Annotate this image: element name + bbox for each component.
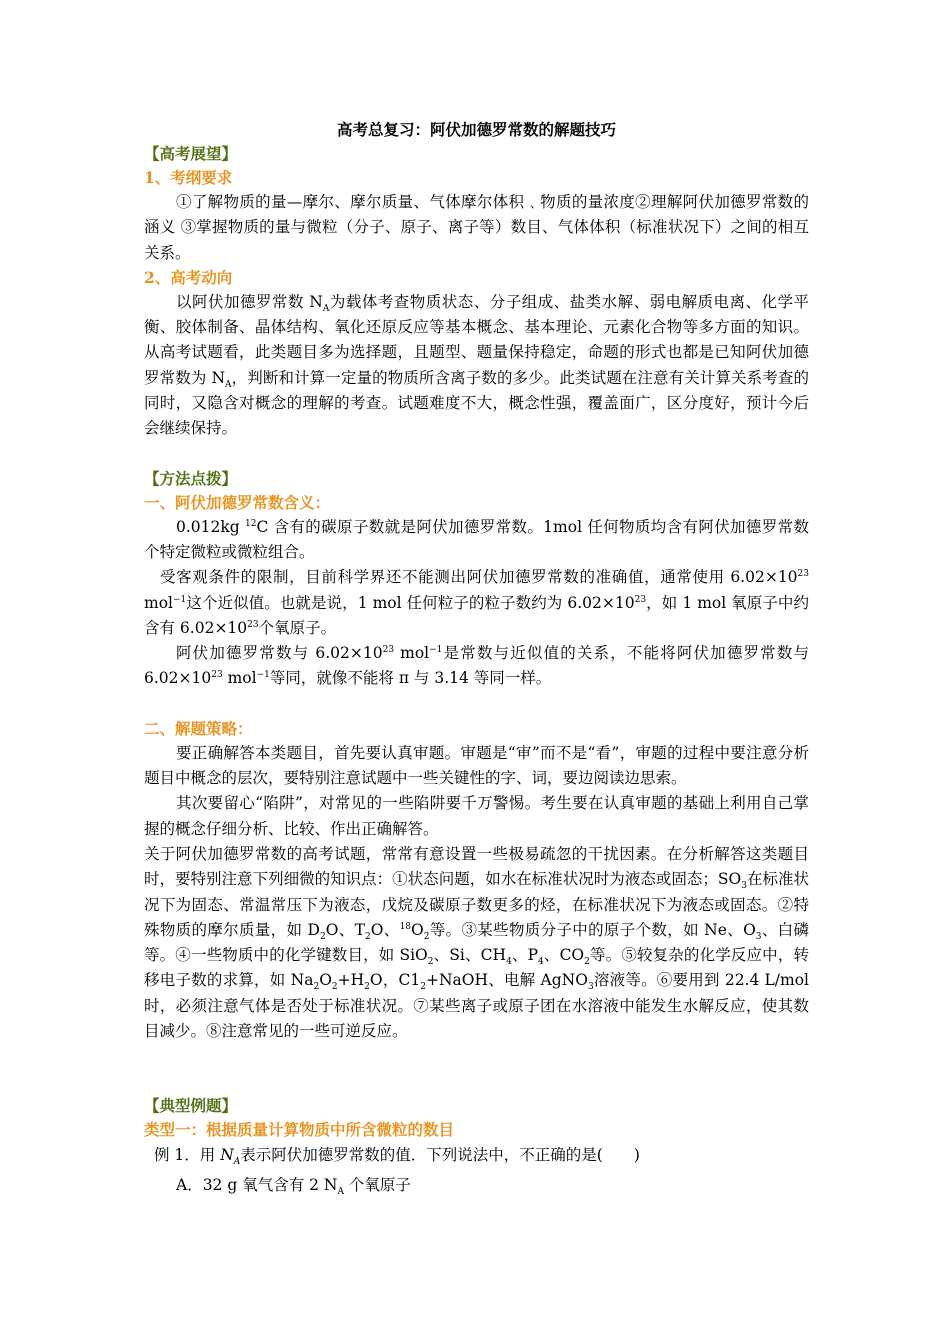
section-heading-method: 【方法点拨】 [144, 468, 238, 488]
example-1-option-a: A．32 g 氧气含有 2 $N_A$ 个氧原子 [176, 1176, 411, 1198]
strategy-paragraph-2: 其次要留心“陷阱”，对常见的一些陷阱要千万警惕。考生要在认真审题的基础上利用自己掌握的概念仔细分析、比较、作出正确解答。 [144, 794, 809, 838]
section-heading-outlook: 【高考展望】 [144, 144, 238, 163]
definition-paragraph-2: 受客观条件的限制，目前科学界还不能测出阿伏加德罗常数的准确值，通常使用 $6.02\times 10^{23}$ mol$^{-1}$这个近似值。也就是说，1 mol 任何粒子的粒子数约为 $6.02\times 10^{23}$，如 1 mol 氧原子中约含有 $6.02\times 10^{23}$个氧原子。 [144, 568, 809, 637]
section-heading-examples: 【典型例题】 [144, 1096, 238, 1116]
trend-paragraph: 以阿伏加德罗常数 $N_A$为载体考查物质状态、分子组成、盐类水解、弱电解质电离、化学平衡、胶体制备、晶体结构、氧化还原反应等基本概念、基本理论、元素化合物等多方面的知识。从高考试题看，此类题目多为选择题，且题型、题量保持稳定，命题的形式也都是已知阿伏加德罗常数为 $N_A$，判断和计算一定量的物质所含离子数的多少。此类试题在注意有关计算关系考查的同时，又隐含对概念的理解的考查。试题难度不大，概念性强，覆盖面广，区分度好，预计今后会继续保持。 [144, 292, 809, 438]
subheading-type1: 类型一：根据质量计算物质中所含微粒的数目 [144, 1120, 455, 1140]
subheading-definition: 一、阿伏加德罗常数含义： [144, 492, 331, 512]
definition-paragraph-3: 阿伏加德罗常数与 $6.02\times 10^{23}$ mol$^{-1}$是常数与近似值的关系，不能将阿伏加德罗常数与 $6.02\times 10^{23}$ mol$^{-1}$等同，就像不能将 π 与 3.14 等同一样。 [144, 644, 809, 688]
syllabus-paragraph: ①了解物质的量—摩尔、摩尔质量、气体摩尔体积﹑物质的量浓度②理解阿伏加德罗常数的涵义 ③掌握物质的量与微粒（分子、原子、离子等）数目、气体体积（标准状况下）之间的相互关系。 [144, 193, 809, 262]
subheading-syllabus: 1、考纲要求 [144, 168, 233, 187]
document-title: 高考总复习：阿伏加德罗常数的解题技巧 [336, 120, 616, 139]
strategy-paragraph-1: 要正确解答本类题目，首先要认真审题。审题是“审”而不是“看”，审题的过程中要注意分析题目中概念的层次，要特别注意试题中一些关键性的字、词，要边阅读边思索。 [144, 743, 809, 788]
strategy-paragraph-3: 关于阿伏加德罗常数的高考试题，常常有意设置一些极易疏忽的干扰因素。在分析解答这类题目时，要特别注意下列细微的知识点：①状态问题，如水在标准状况时为液态或固态；$SO_3$在标准状况下为固态、常温常压下为液态，戊烷及碳原子数更多的烃，在标准状况下为液态或固态。②特殊物质的摩尔质量，如 $D_2O$、$T_2O$、$^{18}O_2$等。③某些物质分子中的原子个数，如 Ne、$O_3$、白磷等。④一些物质中的化学键数目，如 SiO$_2$、Si、$CH_4$、$P_4$、$CO_2$等。⑤较复杂的化学反应中，转移电子数的求算，如 $Na_2O_2+H_2O$，$C1_2+NaOH$、电解 AgNO$_3$溶液等。⑥要用到 22.4 L/mol 时，必须注意气体是否处于标准状况。⑦某些离子或原子团在水溶液中能发生水解反应，使其数目减少。⑧注意常见的一些可逆反应。 [144, 844, 810, 1041]
document-page [144, 118, 809, 1198]
definition-paragraph-1: 0.012kg $^{12}$C 含有的碳原子数就是阿伏加德罗常数。1mol 任何物质均含有阿伏加德罗常数个特定微粒或微粒组合。 [144, 517, 809, 561]
subheading-trend: 2、高考动向 [144, 267, 233, 287]
example-1-question: 例 1．用 $N_A$表示阿伏加德罗常数的值．下列说法中，不正确的是( ) [154, 1146, 640, 1168]
subheading-strategy: 二、解题策略： [144, 718, 253, 738]
